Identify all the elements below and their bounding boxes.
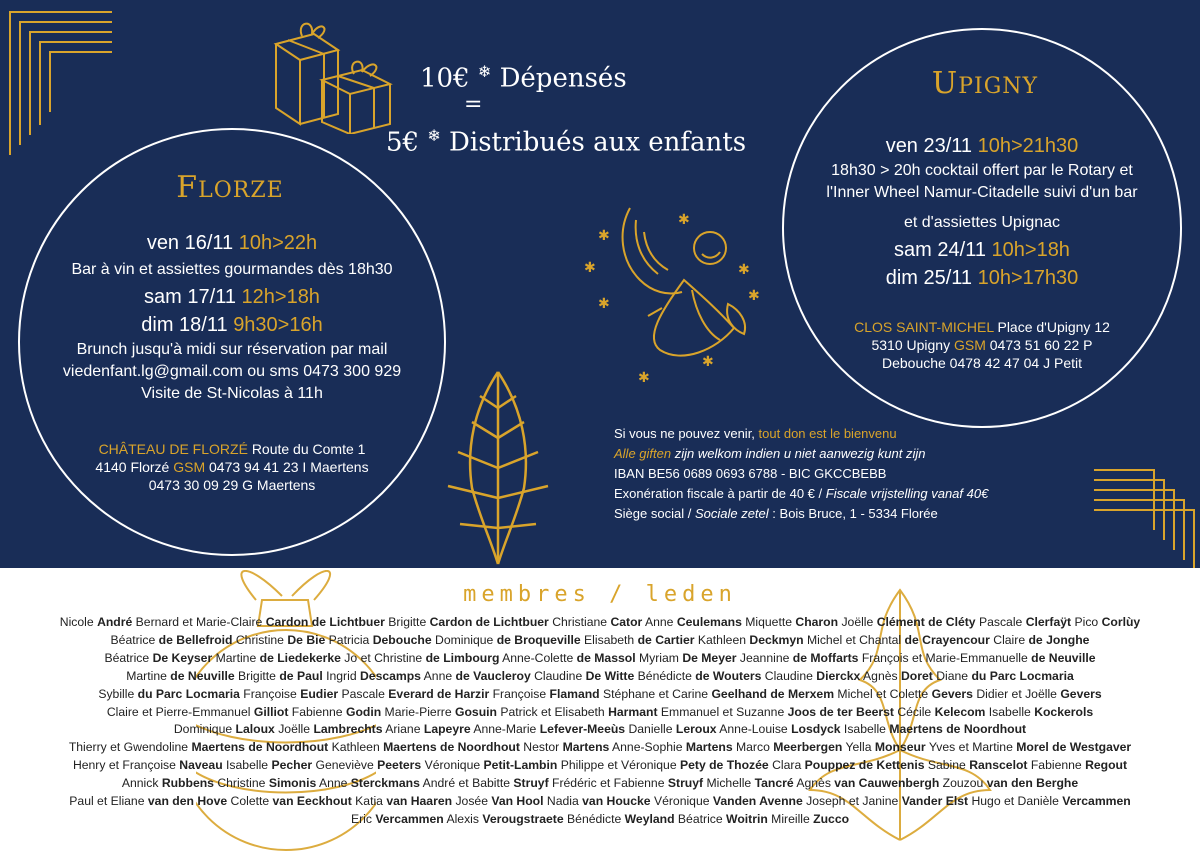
member-surname: Gosuin xyxy=(455,704,497,719)
member-firstname: Joseph et Janine xyxy=(802,794,902,809)
svg-text:✱: ✱ xyxy=(678,212,690,228)
member-firstname: Dominique xyxy=(173,722,236,737)
member-surname: Eudier xyxy=(300,686,339,701)
member-surname: Verougstraete xyxy=(482,811,564,826)
member-surname: Cardon de Lichtbuer xyxy=(265,615,385,629)
member-surname: du Parc Locmaria xyxy=(137,686,240,701)
member-surname: Leroux xyxy=(675,722,717,737)
member-firstname: Christine xyxy=(232,632,288,647)
upigny-venue: CLOS SAINT-MICHEL xyxy=(854,319,994,335)
upigny-note-3: et d'assiettes Upignac xyxy=(903,214,1061,231)
member-surname: Lefever-Meeùs xyxy=(539,722,626,737)
florze-note-1: Bar à vin et assiettes gourmandes dès 18h30 xyxy=(71,261,393,278)
member-surname: Pouppez de Kettenis xyxy=(804,758,925,773)
member-firstname: Anne-Sophie xyxy=(609,740,686,755)
corner-lines-icon xyxy=(0,0,120,160)
member-surname: du Parc Locmaria xyxy=(971,668,1074,683)
member-surname: Deckmyn xyxy=(749,632,804,647)
member-firstname: Martine xyxy=(126,668,171,683)
member-firstname: François et Marie-Emmanuelle xyxy=(858,650,1032,665)
member-firstname: Anne-Colette xyxy=(499,650,577,665)
member-firstname: Kathleen xyxy=(328,740,384,755)
member-firstname: Béatrice xyxy=(104,650,153,665)
member-firstname: Anne xyxy=(420,668,456,683)
members-line xyxy=(0,721,1200,739)
member-firstname: Anne-Louise xyxy=(716,722,792,737)
member-firstname: Myriam xyxy=(635,650,683,665)
member-surname: Gevers xyxy=(1060,686,1102,701)
member-surname: Godin xyxy=(345,704,382,719)
member-firstname: Pascale xyxy=(338,686,389,701)
member-surname: de Jonghe xyxy=(1028,632,1090,647)
member-surname: De Meyer xyxy=(682,650,737,665)
florze-note-4: Visite de St-Nicolas à 11h xyxy=(141,385,323,402)
headline-amount-1: 10€ xyxy=(420,63,470,94)
upigny-title: UPIGNY xyxy=(931,66,1039,101)
upigny-note-2: l'Inner Wheel Namur-Citadelle suivi d'un bar xyxy=(826,184,1138,201)
member-surname: Charon xyxy=(795,615,839,629)
member-firstname: Philippe et Véronique xyxy=(557,758,680,773)
member-firstname: Stéphane et Carine xyxy=(599,686,712,701)
member-firstname: Véronique xyxy=(650,794,713,809)
member-firstname: Martine xyxy=(212,650,260,665)
member-firstname: Yella xyxy=(842,740,875,755)
svg-text:✱: ✱ xyxy=(598,296,610,312)
member-surname: Martens xyxy=(562,740,610,755)
member-firstname: Isabelle xyxy=(985,704,1035,719)
member-firstname: Jo et Christine xyxy=(340,650,426,665)
member-firstname: Zouzou xyxy=(939,776,987,791)
member-firstname: Thierry et Gwendoline xyxy=(68,740,192,755)
member-surname: Flamand xyxy=(549,686,600,701)
member-surname: van Houcke xyxy=(582,794,651,809)
member-firstname: Mireille xyxy=(767,811,814,826)
headline-equals: = xyxy=(464,92,483,117)
member-surname: van Cauwenbergh xyxy=(834,776,940,791)
member-firstname: Diane xyxy=(932,668,972,683)
member-firstname: Fabienne xyxy=(288,704,346,719)
member-firstname: Isabelle xyxy=(222,758,272,773)
member-firstname: Annick xyxy=(121,776,162,791)
member-firstname: Isabelle xyxy=(840,722,890,737)
member-surname: de Vaucleroy xyxy=(455,668,531,683)
member-surname: Monseur xyxy=(874,740,926,755)
member-surname: van den Berghe xyxy=(986,776,1079,791)
upigny-day-3: dim 25/11 xyxy=(885,267,973,289)
svg-text:✱: ✱ xyxy=(584,260,596,276)
member-surname: de Wouters xyxy=(695,668,762,683)
upigny-day-1: ven 23/11 xyxy=(885,135,973,157)
members-title: membres / leden xyxy=(463,582,737,607)
member-firstname: Christine xyxy=(213,776,269,791)
leaf-tree-icon xyxy=(428,368,568,568)
member-firstname: Nadia xyxy=(543,794,583,809)
headline-line-2 xyxy=(386,126,746,158)
member-surname: Tancré xyxy=(754,776,794,791)
member-surname: Rubbens xyxy=(161,776,214,791)
member-surname: Dierckx xyxy=(816,668,861,683)
member-surname: Debouche xyxy=(372,632,432,647)
member-firstname: Véronique xyxy=(421,758,484,773)
member-surname: Vercammen xyxy=(1062,794,1131,809)
member-surname: Clément de Cléty xyxy=(876,615,976,629)
member-surname: Pety de Thozée xyxy=(679,758,769,773)
member-surname: De Bie xyxy=(287,632,326,647)
member-surname: Vanden Avenne xyxy=(712,794,803,809)
headline-amount-2: 5€ xyxy=(386,127,420,158)
members-line xyxy=(0,811,1200,829)
member-firstname: Claire et Pierre-Emmanuel xyxy=(106,704,254,719)
snowflake-icon: ❄ xyxy=(427,126,441,145)
member-surname: van Haaren xyxy=(386,794,453,809)
member-surname: Pecher xyxy=(271,758,313,773)
member-firstname: Paul et Eliane xyxy=(69,794,148,809)
members-line xyxy=(0,614,1200,632)
member-surname: Kelecom xyxy=(934,704,986,719)
upigny-note-1: 18h30 > 20h cocktail offert par le Rotary et xyxy=(831,162,1133,179)
member-surname: Descamps xyxy=(359,668,421,683)
florze-note-2: Brunch jusqu'à midi sur réservation par mail xyxy=(76,341,388,358)
member-surname: Cardon de Lichtbuer xyxy=(429,615,549,629)
member-firstname: Sybille xyxy=(98,686,138,701)
member-surname: de Massol xyxy=(576,650,636,665)
member-surname: de Paul xyxy=(279,668,323,683)
member-surname: Naveau xyxy=(179,758,223,773)
member-firstname: Katia xyxy=(351,794,387,809)
upigny-time-3: 10h>17h30 xyxy=(977,267,1079,289)
member-surname: Martens xyxy=(685,740,733,755)
member-firstname: Joëlle xyxy=(838,615,877,629)
member-firstname: Béatrice xyxy=(110,632,159,647)
members-line xyxy=(0,668,1200,686)
member-firstname: Cécile xyxy=(893,704,935,719)
member-surname: de Cartier xyxy=(637,632,695,647)
svg-text:✱: ✱ xyxy=(702,354,714,370)
upigny-day-2: sam 24/11 xyxy=(894,239,986,261)
member-firstname: Marie-Pierre xyxy=(381,704,455,719)
member-firstname: Josée xyxy=(452,794,492,809)
member-firstname: André et Babitte xyxy=(419,776,514,791)
florze-venue: CHÂTEAU DE FLORZÉ xyxy=(98,441,248,457)
member-surname: de Crayencour xyxy=(904,632,990,647)
member-firstname: Joëlle xyxy=(274,722,314,737)
member-surname: Zucco xyxy=(813,811,850,826)
upigny-time-2: 10h>18h xyxy=(991,239,1070,261)
members-line xyxy=(0,686,1200,704)
member-surname: Vercammen xyxy=(375,811,444,826)
members-line xyxy=(0,632,1200,650)
member-firstname: Kathleen xyxy=(694,632,750,647)
member-surname: Everard de Harzir xyxy=(388,686,490,701)
florze-time-3: 9h30>16h xyxy=(233,314,323,336)
members-line xyxy=(0,775,1200,793)
member-surname: Harmant xyxy=(608,704,658,719)
member-firstname: Eric xyxy=(350,811,376,826)
members-line xyxy=(0,704,1200,722)
member-firstname: Anne-Marie xyxy=(470,722,540,737)
member-firstname: Michel et Colette xyxy=(834,686,932,701)
svg-text:✱: ✱ xyxy=(638,370,650,386)
member-surname: Lapeyre xyxy=(423,722,471,737)
member-surname: de Neuville xyxy=(170,668,235,683)
member-firstname: Bénédicte xyxy=(634,668,696,683)
member-surname: Van Hool xyxy=(491,794,544,809)
member-surname: Joos de ter Beerst xyxy=(787,704,894,719)
member-firstname: Jeannine xyxy=(736,650,793,665)
member-surname: Morel de Westgaver xyxy=(1016,740,1132,755)
members-list xyxy=(0,614,1200,829)
member-surname: Sterckmans xyxy=(350,776,420,791)
member-surname: André xyxy=(97,615,133,629)
member-firstname: Elisabeth xyxy=(580,632,638,647)
member-surname: De Witte xyxy=(585,668,635,683)
snowflake-icon: ❄ xyxy=(477,62,492,81)
member-surname: Cator xyxy=(610,615,643,629)
member-surname: de Bellefroid xyxy=(158,632,233,647)
headline-text-1: Dépensés xyxy=(499,63,627,94)
member-firstname: Patrick et Elisabeth xyxy=(496,704,609,719)
member-firstname: Fabienne xyxy=(1027,758,1086,773)
member-surname: Losdyck xyxy=(791,722,841,737)
member-surname: de Limbourg xyxy=(425,650,500,665)
member-firstname: Brigitte xyxy=(234,668,280,683)
member-firstname: Didier et Joëlle xyxy=(972,686,1061,701)
florze-address: CHÂTEAU DE FLORZÉ Route du Comte 1 4140 Florzé GSM 0473 94 41 23 I Maertens 0473 30 09 29 G Maertens xyxy=(95,441,369,493)
member-firstname: Anne xyxy=(316,776,351,791)
upigny-time-1: 10h>21h30 xyxy=(977,135,1079,157)
member-firstname: Sabine xyxy=(924,758,970,773)
member-surname: Ranscelot xyxy=(969,758,1028,773)
member-firstname: Hugo et Danièle xyxy=(968,794,1063,809)
headline-line-1 xyxy=(420,62,627,94)
member-surname: Gevers xyxy=(931,686,973,701)
member-surname: Struyf xyxy=(513,776,549,791)
corner-lines-icon xyxy=(1084,430,1200,568)
member-firstname: Bernard et Marie-Claire xyxy=(132,615,266,629)
florze-note-3: viedenfant.lg@gmail.com ou sms 0473 300 929 xyxy=(62,363,402,380)
member-firstname: Dominique xyxy=(431,632,497,647)
member-firstname: Miquette xyxy=(741,615,796,629)
member-surname: de Neuville xyxy=(1031,650,1096,665)
member-firstname: Danielle xyxy=(625,722,676,737)
member-firstname: Alexis xyxy=(443,811,483,826)
member-firstname: Claudine xyxy=(530,668,586,683)
member-surname: De Keyser xyxy=(152,650,213,665)
angel-icon xyxy=(578,200,768,390)
member-firstname: Bénédicte xyxy=(563,811,625,826)
member-firstname: Marco xyxy=(732,740,774,755)
gift-boxes-icon xyxy=(262,14,422,134)
member-firstname: Patricia xyxy=(325,632,373,647)
member-firstname: Claudine xyxy=(761,668,817,683)
svg-text:✱: ✱ xyxy=(748,288,760,304)
member-firstname: Nestor xyxy=(519,740,563,755)
members-line xyxy=(0,793,1200,811)
headline-text-2: Distribués aux enfants xyxy=(449,127,747,158)
member-surname: Gilliot xyxy=(253,704,289,719)
donation-info: Si vous ne pouvez venir, tout don est le bienvenu Alle giften zijn welkom indien u niet aanwezig kunt zijn IBAN BE56 0689 0693 6788 - BIC GKCCBEBB Exonération fiscale à partir de 40 € / Fiscale vrijstelling vanaf 40€ Siège social / Sociale zetel : Bois Bruce, 1 - 5334 Florée xyxy=(614,426,989,521)
florze-day-1: ven 16/11 xyxy=(146,232,234,254)
member-surname: Doret xyxy=(901,668,933,683)
member-surname: Meerbergen xyxy=(773,740,843,755)
member-surname: Laloux xyxy=(235,722,275,737)
member-surname: van den Hove xyxy=(147,794,228,809)
member-firstname: Frédéric et Fabienne xyxy=(548,776,668,791)
member-firstname: Pascale xyxy=(975,615,1026,629)
svg-text:✱: ✱ xyxy=(738,262,750,278)
member-firstname: Geneviève xyxy=(312,758,378,773)
member-firstname: Agnès xyxy=(860,668,901,683)
member-firstname: Brigitte xyxy=(384,615,430,629)
member-surname: Weyland xyxy=(624,811,675,826)
member-surname: Vander Elst xyxy=(901,794,969,809)
svg-text:✱: ✱ xyxy=(598,228,610,244)
member-surname: Woitrin xyxy=(726,811,768,826)
member-surname: Regout xyxy=(1085,758,1128,773)
member-surname: Struyf xyxy=(667,776,704,791)
member-surname: Ceulemans xyxy=(676,615,742,629)
member-firstname: Françoise xyxy=(489,686,550,701)
member-surname: de Liedekerke xyxy=(259,650,341,665)
member-firstname: Henry et Françoise xyxy=(72,758,180,773)
florze-day-2: sam 17/11 xyxy=(144,286,236,308)
member-firstname: Nicole xyxy=(59,615,98,629)
member-surname: de Moffarts xyxy=(792,650,859,665)
members-line xyxy=(0,757,1200,775)
member-firstname: Claire xyxy=(989,632,1029,647)
member-firstname: Françoise xyxy=(239,686,301,701)
member-surname: van Eeckhout xyxy=(272,794,352,809)
member-firstname: Michel et Chantal xyxy=(803,632,905,647)
florze-day-3: dim 18/11 xyxy=(141,314,228,336)
member-firstname: Yves et Martine xyxy=(925,740,1017,755)
iban: IBAN BE56 0689 0693 6788 - BIC GKCCBEBB xyxy=(614,466,887,481)
member-firstname: Agnès xyxy=(793,776,835,791)
member-surname: Corlùy xyxy=(1101,615,1141,629)
member-surname: Maertens de Noordhout xyxy=(889,722,1027,737)
member-surname: Peeters xyxy=(377,758,422,773)
members-line xyxy=(0,739,1200,757)
member-firstname: Colette xyxy=(227,794,273,809)
member-surname: Clerfaÿt xyxy=(1025,615,1072,629)
member-surname: de Broqueville xyxy=(496,632,581,647)
member-firstname: Anne xyxy=(642,615,677,629)
florze-time-2: 12h>18h xyxy=(241,286,320,308)
florze-schedule xyxy=(18,229,446,405)
member-firstname: Emmanuel et Suzanne xyxy=(657,704,788,719)
member-surname: Geelhand de Merxem xyxy=(711,686,835,701)
member-surname: Lambrechts xyxy=(313,722,383,737)
member-surname: Maertens de Noordhout xyxy=(191,740,329,755)
member-firstname: Clara xyxy=(768,758,805,773)
member-surname: Kockerols xyxy=(1034,704,1094,719)
member-surname: Maertens de Noordhout xyxy=(383,740,520,755)
member-surname: Petit-Lambin xyxy=(483,758,558,773)
member-firstname: Michelle xyxy=(703,776,755,791)
member-firstname: Ariane xyxy=(382,722,424,737)
upigny-address: CLOS SAINT-MICHEL Place d'Upigny 12 5310 Upigny GSM 0473 51 60 22 P Debouche 0478 42 47 04 J Petit xyxy=(854,319,1110,371)
member-surname: Simonis xyxy=(268,776,317,791)
member-firstname: Béatrice xyxy=(674,811,727,826)
florze-time-1: 10h>22h xyxy=(238,232,318,254)
member-firstname: Christiane xyxy=(548,615,611,629)
upigny-schedule xyxy=(775,132,1189,292)
florze-title: FLORZE xyxy=(176,170,284,205)
member-firstname: Ingrid xyxy=(322,668,360,683)
member-firstname: Pico xyxy=(1071,615,1102,629)
members-line xyxy=(0,650,1200,668)
